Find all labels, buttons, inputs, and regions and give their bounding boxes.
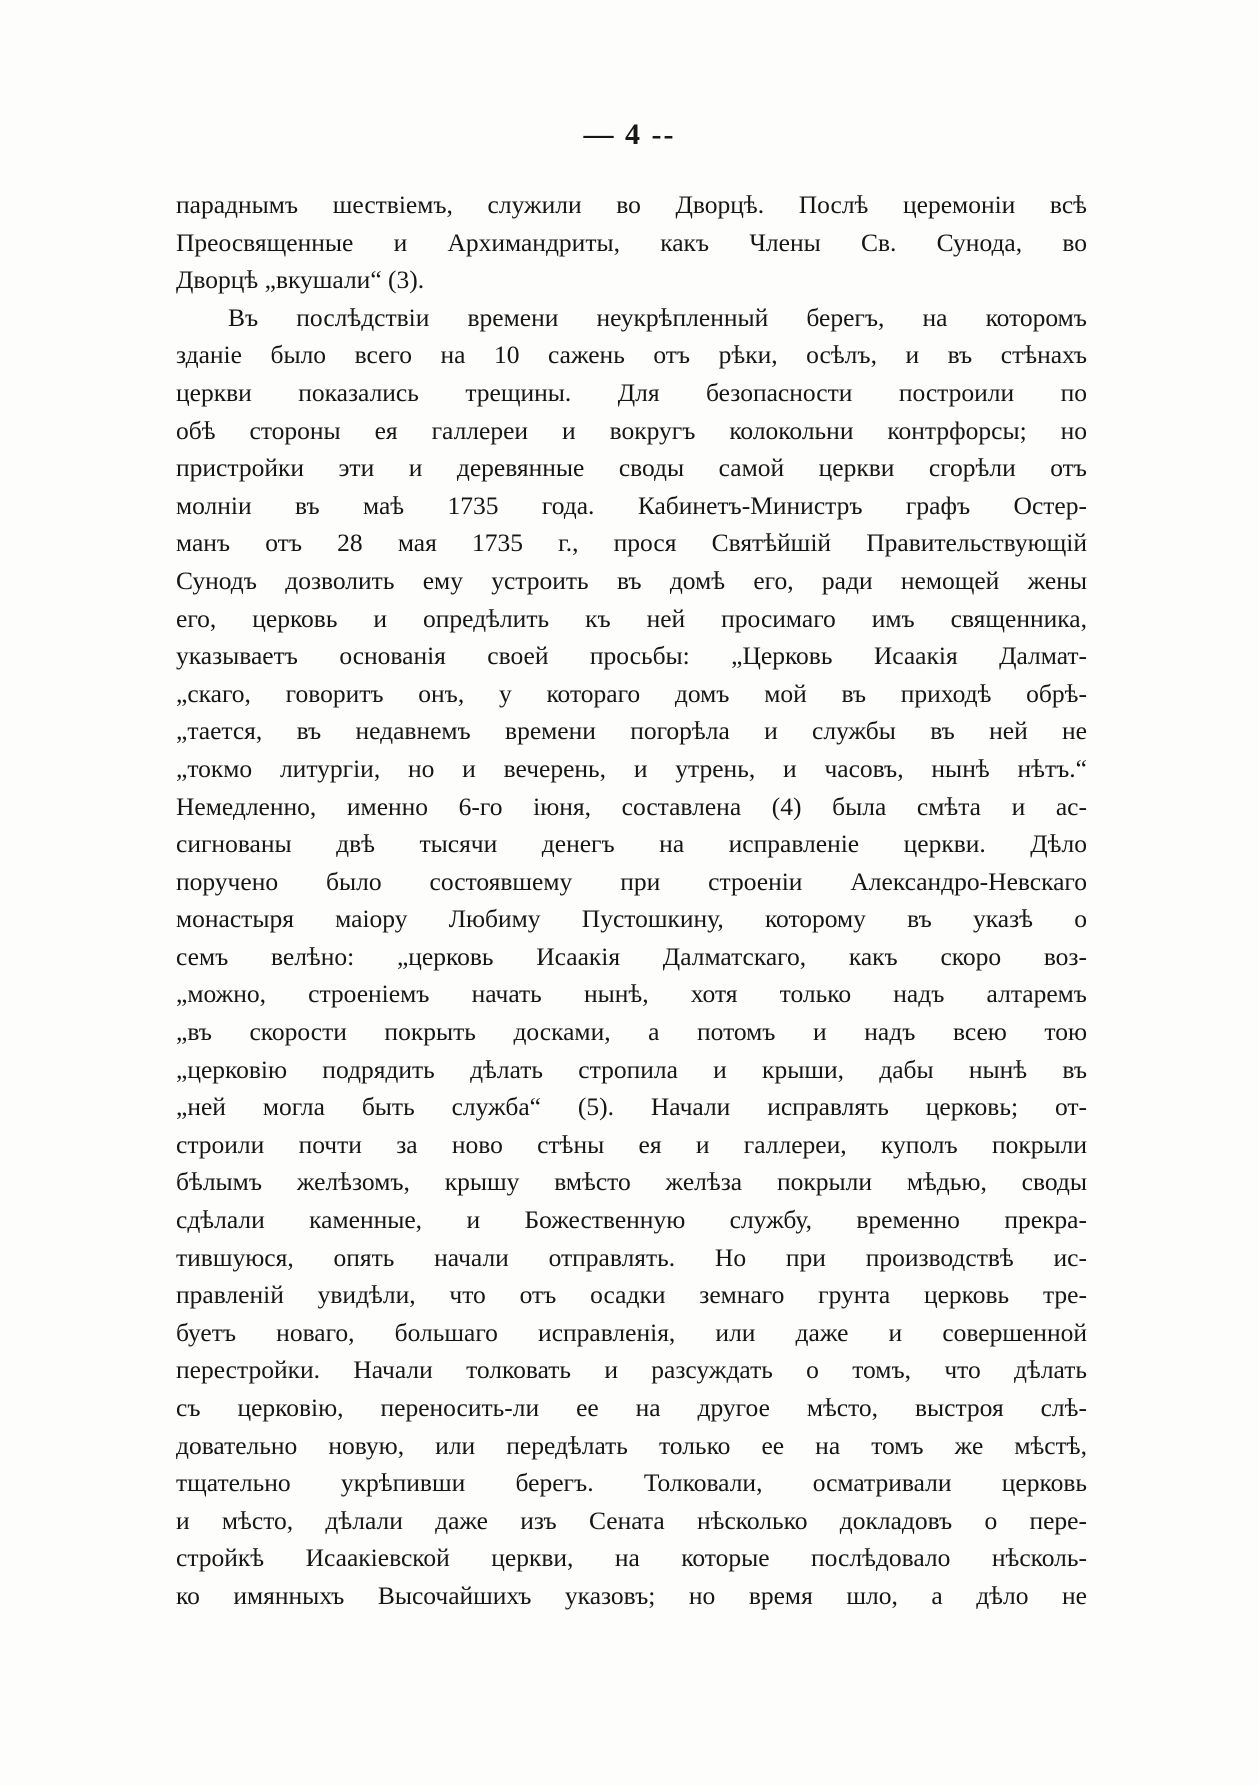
text-line: „скаго, говоритъ онъ, у котораго домъ мой въ приходѣ обрѣ-: [176, 678, 1087, 708]
text-line: и мѣсто, дѣлали даже изъ Сената нѣсколько докладовъ о пере-: [176, 1505, 1087, 1535]
text-line: молніи въ маѣ 1735 года. Кабинетъ-Министръ графъ Остер-: [176, 490, 1087, 520]
text-line: „церковію подрядить дѣлать стропила и крыши, дабы нынѣ въ: [176, 1054, 1087, 1084]
text-line: параднымъ шествіемъ, служили во Дворцѣ. Послѣ церемоніи всѣ: [176, 190, 1087, 219]
text-line: его, церковь и опредѣлить къ ней просимаго имъ священника,: [176, 603, 1087, 633]
text-line: перестройки. Начали толковать и разсуждать о томъ, что дѣлать: [176, 1355, 1087, 1385]
text-line: правленій увидѣли, что отъ осадки земнаго грунта церковь тре-: [176, 1280, 1087, 1310]
text-line: поручено было состоявшему при строеніи Александро-Невскаго: [176, 866, 1087, 896]
text-line: тившуюся, опять начали отправлять. Но при производствѣ ис-: [176, 1242, 1087, 1272]
text-line: Дворцѣ „вкушали“ (3).: [176, 265, 425, 295]
text-line: „можно, строеніемъ начать нынѣ, хотя только надъ алтаремъ: [176, 979, 1087, 1009]
text-line: „тается, въ недавнемъ времени погорѣла и службы въ ней не: [176, 716, 1087, 746]
text-line: тщательно укрѣпивши берегъ. Толковали, осматривали церковь: [176, 1468, 1087, 1498]
text-line: Преосвященные и Архимандриты, какъ Члены Св. Сунода, во: [176, 227, 1087, 257]
text-line: Немедленно, именно 6-го іюня, составлена (4) была смѣта и ас-: [176, 791, 1087, 821]
text-line: съ церковію, переносить-ли ее на другое мѣсто, выстроя слѣ-: [176, 1393, 1087, 1422]
text-line: пристройки эти и деревянные своды самой церкви сгорѣли отъ: [176, 453, 1087, 483]
text-line: стройкѣ Исаакіевской церкви, на которые послѣдовало нѣсколь-: [176, 1543, 1087, 1573]
text-line: довательно новую, или передѣлать только ее на томъ же мѣстѣ,: [176, 1430, 1087, 1460]
text-line: сигнованы двѣ тысячи денегъ на исправленіе церкви. Дѣло: [176, 829, 1087, 859]
text-line: семъ велѣно: „церковь Исаакія Далматскаго, какъ скоро воз-: [176, 941, 1087, 971]
text-line: ко имянныхъ Высочайшихъ указовъ; но время шло, а дѣло не: [176, 1580, 1087, 1610]
text-line: Въ послѣдствіи времени неукрѣпленный берегъ, на которомъ: [228, 302, 1087, 332]
text-line: Сунодъ дозволить ему устроить въ домѣ его, ради немощей жены: [176, 565, 1087, 595]
text-line: „ней могла быть служба“ (5). Начали исправлять церковь; от-: [176, 1092, 1087, 1122]
text-line: бѣлымъ желѣзомъ, крышу вмѣсто желѣза покрыли мѣдью, своды: [176, 1167, 1087, 1197]
text-line: буетъ новаго, большаго исправленія, или даже и совершенной: [176, 1317, 1087, 1347]
text-line: „токмо литургіи, но и вечерень, и утрень, и часовъ, нынѣ нѣтъ.“: [176, 753, 1087, 783]
text-line: церкви показались трещины. Для безопасности построили по: [176, 377, 1087, 407]
body-text: [176, 186, 1087, 1615]
text-line: манъ отъ 28 мая 1735 г., прося Святѣйшій Правительствующій: [176, 528, 1087, 558]
text-line: обѣ стороны ея галлереи и вокругъ колокольни контрфорсы; но: [176, 415, 1087, 445]
page-number: — 4 --: [583, 118, 676, 151]
text-line: монастыря маіору Любиму Пустошкину, которому въ указѣ о: [176, 904, 1087, 934]
text-line: строили почти за ново стѣны ея и галлереи, куполъ покрыли: [176, 1129, 1087, 1159]
text-line: „въ скорости покрыть досками, а потомъ и надъ всею тою: [176, 1017, 1087, 1047]
text-line: зданіе было всего на 10 сажень отъ рѣки, осѣлъ, и въ стѣнахъ: [176, 340, 1087, 370]
text-line: указываетъ основанія своей просьбы: „Церковь Исаакія Далмат-: [176, 641, 1087, 671]
text-line: сдѣлали каменные, и Божественную службу, временно прекра-: [176, 1205, 1087, 1235]
